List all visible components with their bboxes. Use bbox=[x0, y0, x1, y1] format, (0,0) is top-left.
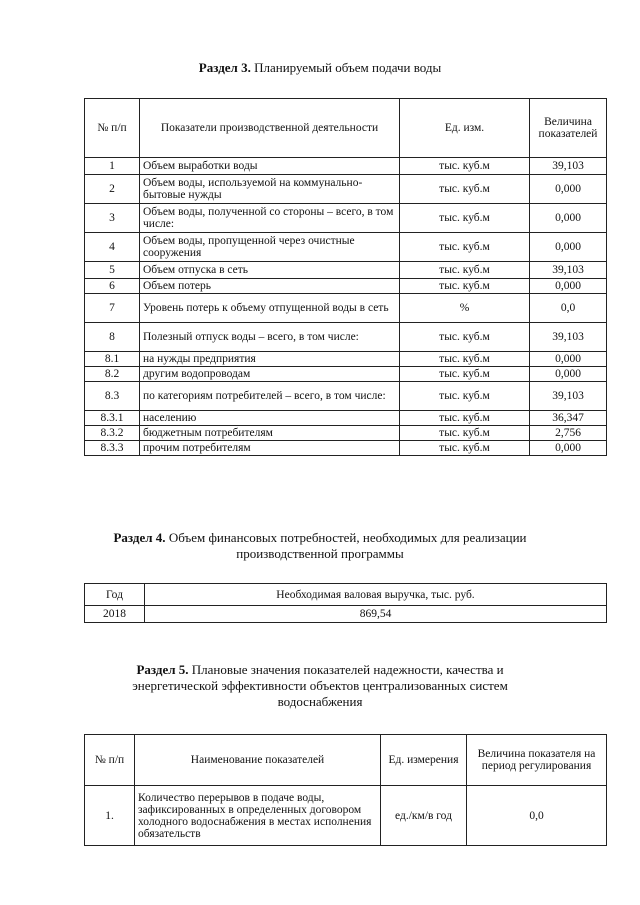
s3-cell-unit: тыс. куб.м bbox=[400, 158, 530, 175]
s3-cell-indicator: Объем отпуска в сеть bbox=[140, 262, 400, 279]
table-row bbox=[85, 411, 607, 426]
s3-cell-unit: % bbox=[400, 294, 530, 323]
s3-cell-unit: тыс. куб.м bbox=[400, 382, 530, 411]
section5-title-line3: водоснабжения bbox=[277, 694, 363, 709]
table-row bbox=[85, 233, 607, 262]
s3-cell-unit: тыс. куб.м bbox=[400, 426, 530, 441]
s3-cell-value: 2,756 bbox=[530, 426, 607, 441]
section5-title bbox=[0, 662, 640, 710]
section4-table bbox=[84, 583, 607, 623]
s3-cell-indicator: Объем воды, пропущенной через очистные сооружения bbox=[140, 233, 400, 262]
table-row bbox=[85, 294, 607, 323]
table-row bbox=[85, 204, 607, 233]
s5-row-num: 1. bbox=[85, 786, 135, 846]
s3-cell-num: 2 bbox=[85, 175, 140, 204]
s3-cell-num: 8.3.1 bbox=[85, 411, 140, 426]
section4-title bbox=[0, 530, 640, 562]
table-row bbox=[85, 382, 607, 411]
s3-cell-indicator: Объем воды, используемой на коммунально-бытовые нужды bbox=[140, 175, 400, 204]
s3-cell-indicator: населению bbox=[140, 411, 400, 426]
table-row bbox=[85, 441, 607, 456]
s3-cell-indicator: по категориям потребителей – всего, в том числе: bbox=[140, 382, 400, 411]
s3-cell-indicator: прочим потребителям bbox=[140, 441, 400, 456]
section3-table bbox=[84, 98, 607, 456]
s3-cell-num: 8.3.3 bbox=[85, 441, 140, 456]
section4-title-line2: производственной программы bbox=[236, 546, 404, 561]
s3-cell-indicator: Полезный отпуск воды – всего, в том числе: bbox=[140, 323, 400, 352]
s3-cell-value: 0,000 bbox=[530, 204, 607, 233]
s3-cell-num: 7 bbox=[85, 294, 140, 323]
s3-cell-unit: тыс. куб.м bbox=[400, 279, 530, 294]
s5-row-unit: ед./км/в год bbox=[381, 786, 467, 846]
section4-title-text: Объем финансовых потребностей, необходимых для реализации bbox=[165, 530, 527, 545]
table-row bbox=[85, 262, 607, 279]
section3-title-bold: Раздел 3. bbox=[198, 60, 251, 75]
section5-table bbox=[84, 734, 607, 846]
s3-cell-num: 6 bbox=[85, 279, 140, 294]
s3-cell-unit: тыс. куб.м bbox=[400, 323, 530, 352]
s3-cell-num: 5 bbox=[85, 262, 140, 279]
s3-cell-num: 4 bbox=[85, 233, 140, 262]
s3-header-num: № п/п bbox=[85, 99, 140, 158]
s5-row-value: 0,0 bbox=[467, 786, 607, 846]
s5-header-name: Наименование показателей bbox=[135, 735, 381, 786]
s3-header-value: Величина показателей bbox=[530, 99, 607, 158]
s3-cell-unit: тыс. куб.м bbox=[400, 411, 530, 426]
table-row bbox=[85, 175, 607, 204]
s3-cell-value: 39,103 bbox=[530, 323, 607, 352]
s3-cell-num: 8 bbox=[85, 323, 140, 352]
s4-year-cell: 2018 bbox=[85, 606, 145, 623]
section3-title-text: Планируемый объем подачи воды bbox=[250, 60, 442, 75]
s3-cell-num: 8.2 bbox=[85, 367, 140, 382]
s4-header-revenue: Необходимая валовая выручка, тыс. руб. bbox=[145, 584, 607, 606]
section5-title-text: Плановые значения показателей надежности, качества и bbox=[188, 662, 504, 677]
s3-cell-value: 0,000 bbox=[530, 367, 607, 382]
s5-row-name: Количество перерывов в подаче воды, зафиксированных в определенных договором холодного водоснабжения в местах исполнения обязательств bbox=[135, 786, 381, 846]
section3-title bbox=[0, 60, 640, 76]
s3-cell-unit: тыс. куб.м bbox=[400, 441, 530, 456]
s3-cell-num: 8.3 bbox=[85, 382, 140, 411]
s3-cell-value: 39,103 bbox=[530, 158, 607, 175]
s3-cell-indicator: бюджетным потребителям bbox=[140, 426, 400, 441]
section5-title-line2: энергетической эффективности объектов централизованных систем bbox=[132, 678, 508, 693]
s3-cell-value: 36,347 bbox=[530, 411, 607, 426]
s4-revenue-cell: 869,54 bbox=[145, 606, 607, 623]
table-row bbox=[85, 426, 607, 441]
s3-header-unit: Ед. изм. bbox=[400, 99, 530, 158]
s3-cell-num: 1 bbox=[85, 158, 140, 175]
s3-cell-unit: тыс. куб.м bbox=[400, 367, 530, 382]
s3-cell-indicator: Объем воды, полученной со стороны – всего, в том числе: bbox=[140, 204, 400, 233]
s3-header-indicator: Показатели производственной деятельности bbox=[140, 99, 400, 158]
table-row bbox=[85, 323, 607, 352]
s5-header-value: Величина показателя на период регулирования bbox=[467, 735, 607, 786]
s3-cell-value: 39,103 bbox=[530, 382, 607, 411]
s3-cell-num: 8.1 bbox=[85, 352, 140, 367]
s3-cell-indicator: Объем выработки воды bbox=[140, 158, 400, 175]
table-row bbox=[85, 279, 607, 294]
s3-cell-value: 39,103 bbox=[530, 262, 607, 279]
s3-cell-value: 0,000 bbox=[530, 279, 607, 294]
s3-cell-unit: тыс. куб.м bbox=[400, 175, 530, 204]
s3-cell-value: 0,000 bbox=[530, 233, 607, 262]
section5-title-bold: Раздел 5. bbox=[136, 662, 189, 677]
s4-header-year: Год bbox=[85, 584, 145, 606]
s3-cell-value: 0,000 bbox=[530, 441, 607, 456]
s3-cell-unit: тыс. куб.м bbox=[400, 204, 530, 233]
s3-cell-value: 0,000 bbox=[530, 175, 607, 204]
s3-cell-unit: тыс. куб.м bbox=[400, 262, 530, 279]
s3-cell-unit: тыс. куб.м bbox=[400, 233, 530, 262]
s3-cell-indicator: Уровень потерь к объему отпущенной воды в сеть bbox=[140, 294, 400, 323]
s5-header-unit: Ед. измерения bbox=[381, 735, 467, 786]
table-row bbox=[85, 367, 607, 382]
s3-cell-num: 3 bbox=[85, 204, 140, 233]
table-row bbox=[85, 352, 607, 367]
s3-cell-unit: тыс. куб.м bbox=[400, 352, 530, 367]
section4-title-bold: Раздел 4. bbox=[113, 530, 166, 545]
s3-cell-value: 0,0 bbox=[530, 294, 607, 323]
s3-cell-indicator: на нужды предприятия bbox=[140, 352, 400, 367]
s3-cell-value: 0,000 bbox=[530, 352, 607, 367]
s3-cell-num: 8.3.2 bbox=[85, 426, 140, 441]
s5-header-num: № п/п bbox=[85, 735, 135, 786]
s3-cell-indicator: Объем потерь bbox=[140, 279, 400, 294]
s3-cell-indicator: другим водопроводам bbox=[140, 367, 400, 382]
table-row bbox=[85, 158, 607, 175]
